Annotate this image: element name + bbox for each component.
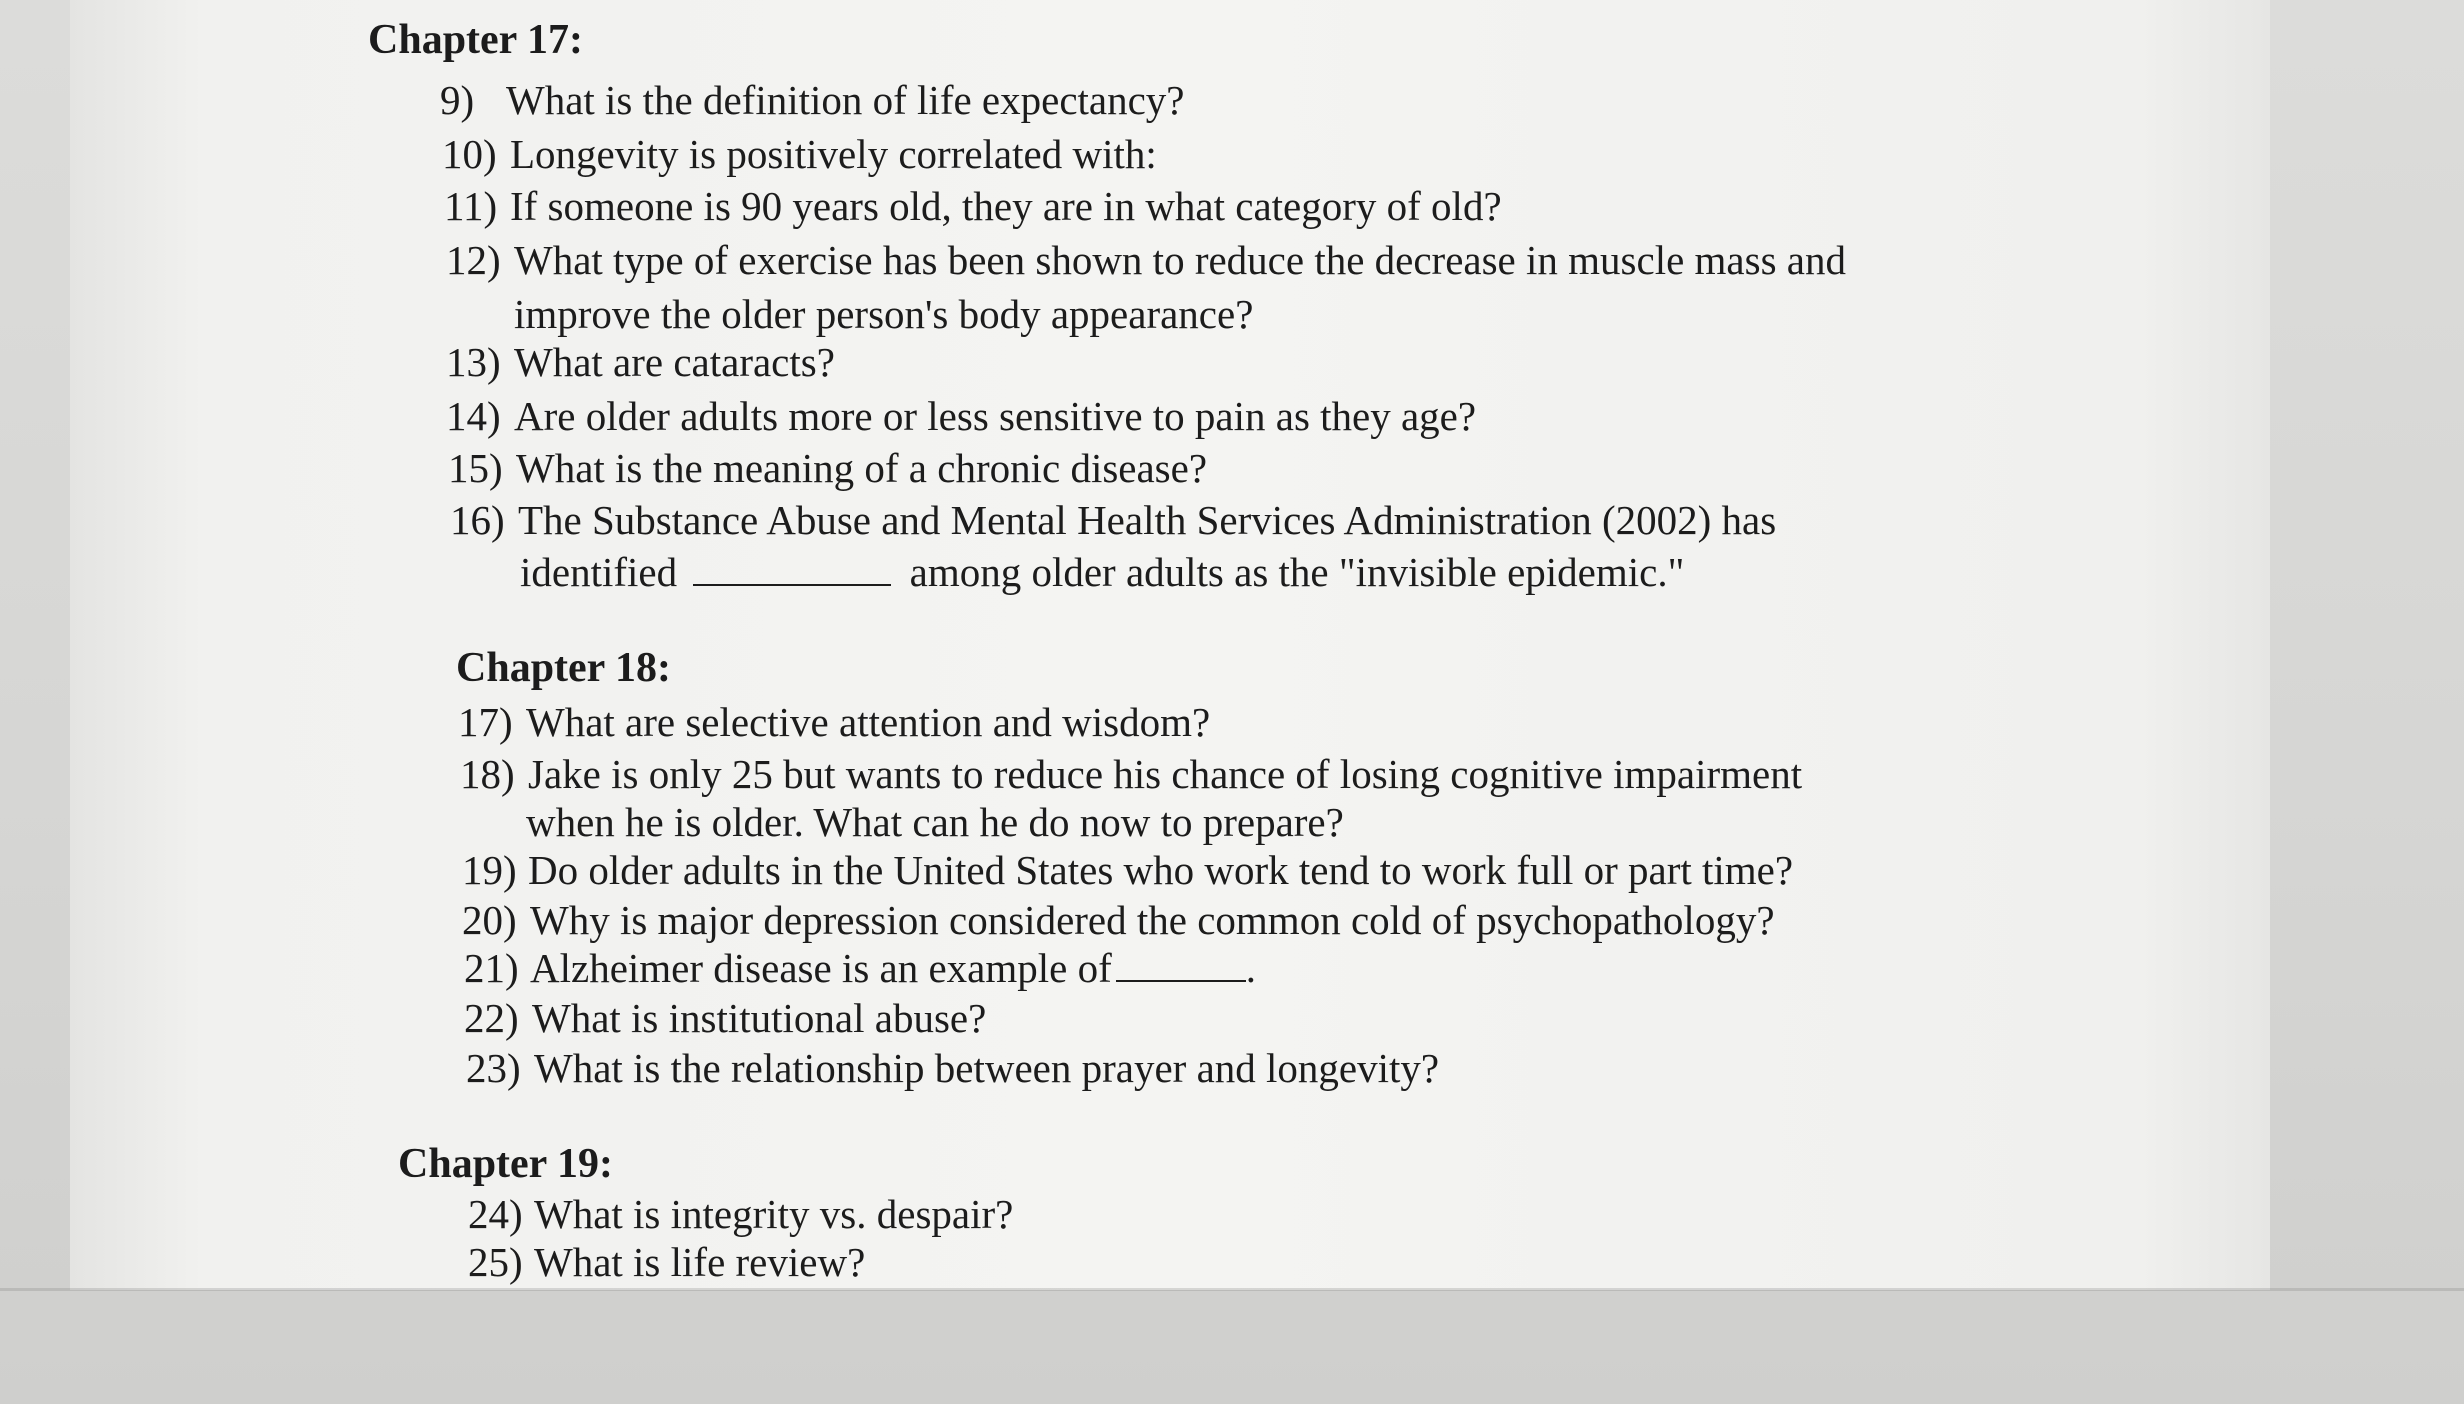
question-17: 17) What are selective attention and wisdom? xyxy=(458,699,1211,745)
question-11: 11) If someone is 90 years old, they are in what category of old? xyxy=(444,183,1502,229)
question-10: 10) Longevity is positively correlated with: xyxy=(442,131,1157,177)
question-19: 19) Do older adults in the United States who work tend to work full or part time? xyxy=(462,847,1794,893)
question-22: 22) What is institutional abuse? xyxy=(464,995,987,1041)
answer-blank xyxy=(693,554,891,586)
question-24: 24) What is integrity vs. despair? xyxy=(468,1191,1014,1237)
answer-blank xyxy=(1116,950,1246,982)
question-16: 16) The Substance Abuse and Mental Health Services Administration (2002) has xyxy=(450,497,1777,543)
question-18-continued: when he is older. What can he do now to prepare? xyxy=(526,799,1344,845)
question-14: 14) Are older adults more or less sensitive to pain as they age? xyxy=(446,393,1477,439)
question-13: 13) What are cataracts? xyxy=(446,339,835,385)
chapter-heading: Chapter 18: xyxy=(456,645,672,691)
question-25: 25) What is life review? xyxy=(468,1239,866,1285)
question-12: 12) What type of exercise has been shown to reduce the decrease in muscle mass and xyxy=(446,237,1846,283)
question-9: 9) What is the definition of life expectancy? xyxy=(440,77,1185,123)
question-12-continued: improve the older person's body appearance? xyxy=(514,291,1254,337)
chapter-heading: Chapter 19: xyxy=(398,1141,614,1187)
question-18: 18) Jake is only 25 but wants to reduce his chance of losing cognitive impairment xyxy=(460,751,1803,797)
question-20: 20) Why is major depression considered the common cold of psychopathology? xyxy=(462,897,1775,943)
question-23: 23) What is the relationship between prayer and longevity? xyxy=(466,1045,1440,1091)
question-16-continued: identified among older adults as the "invisible epidemic." xyxy=(520,549,1685,595)
question-21: 21) Alzheimer disease is an example of . xyxy=(464,945,1256,991)
question-15: 15) What is the meaning of a chronic disease? xyxy=(448,445,1208,491)
chapter-heading: Chapter 17: xyxy=(368,17,584,63)
